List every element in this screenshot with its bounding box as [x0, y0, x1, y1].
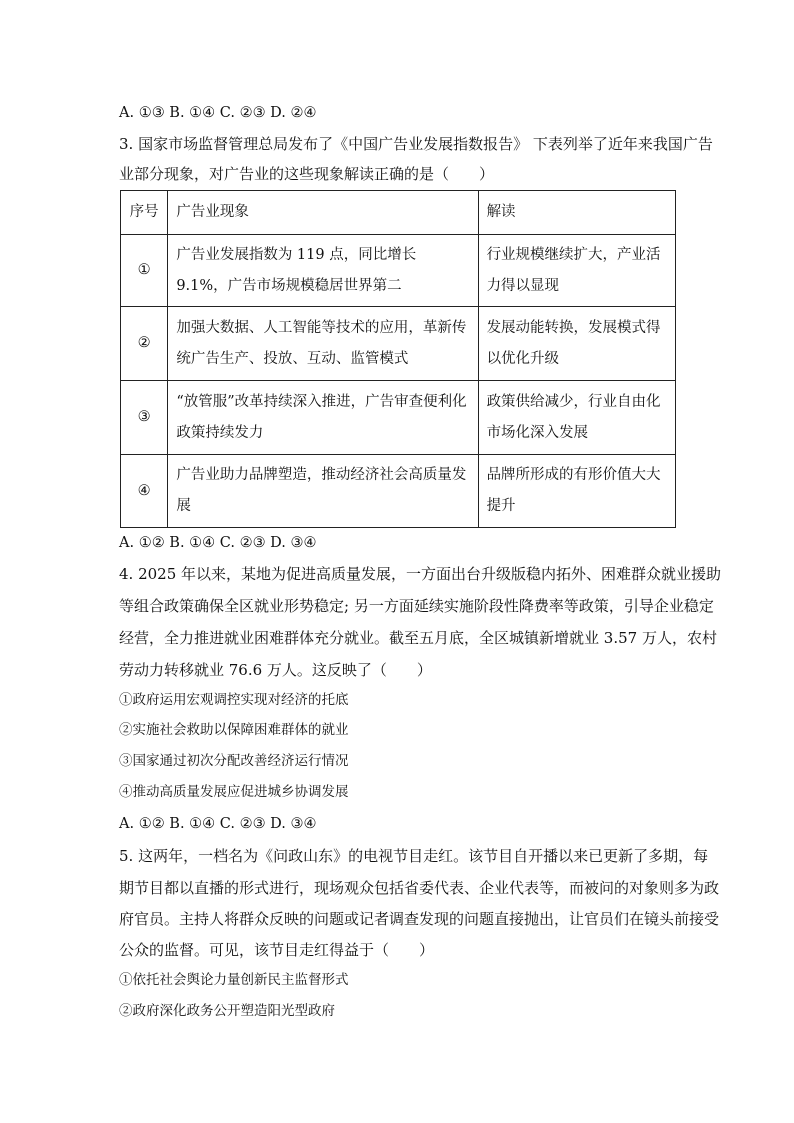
q4-stem-line-3: 经营，全力推进就业困难群体充分就业。截至五月底，全区城镇新增就业 3.57 万人，农村	[119, 629, 717, 647]
q3-answer-options: A. ①② B. ①④ C. ②③ D. ③④	[119, 535, 317, 551]
row-number: ②	[121, 307, 168, 381]
row-number: ④	[121, 455, 168, 528]
q5-stem-line-2: 期节目都以直播的形式进行，现场观众包括省委代表、企业代表等，而被问的对象则多为政	[119, 879, 720, 897]
row-number: ①	[121, 235, 168, 307]
table-row	[121, 307, 676, 381]
header-phenomenon: 广告业现象	[168, 191, 478, 235]
row-phenomenon: 广告业助力品牌塑造，推动经济社会高质量发展	[168, 455, 478, 528]
row-interpretation: 发展动能转换，发展模式得以优化升级	[478, 307, 675, 381]
row-interpretation: 政策供给减少，行业自由化市场化深入发展	[478, 381, 675, 455]
q5-option-2: ②政府深化政务公开塑造阳光型政府	[119, 1003, 335, 1019]
q5-stem-line-3: 府官员。主持人将群众反映的问题或记者调查发现的问题直接抛出，让官员们在镜头前接受	[119, 910, 720, 928]
q4-option-3: ③国家通过初次分配改善经济运行情况	[119, 753, 349, 769]
q4-answer-options: A. ①② B. ①④ C. ②③ D. ③④	[119, 816, 317, 832]
table-row	[121, 235, 676, 307]
q4-option-4: ④推动高质量发展应促进城乡协调发展	[119, 784, 349, 800]
q4-stem-line-2: 等组合政策确保全区就业形势稳定; 另一方面延续实施阶段性降费率等政策，引导企业稳定	[119, 597, 714, 615]
row-interpretation: 品牌所形成的有形价值大大提升	[478, 455, 675, 528]
table-header-row	[121, 191, 676, 235]
row-number: ③	[121, 381, 168, 455]
q4-stem-line-1: 4. 2025 年以来，某地为促进高质量发展，一方面出台升级版稳内拓外、困难群众就业援助	[119, 565, 722, 583]
row-phenomenon: 加强大数据、人工智能等技术的应用，革新传统广告生产、投放、互动、监管模式	[168, 307, 478, 381]
previous-answer-options: A. ①③ B. ①④ C. ②③ D. ②④	[119, 105, 317, 121]
table-row	[121, 381, 676, 455]
q4-stem-line-4: 劳动力转移就业 76.6 万人。这反映了（ ）	[119, 661, 432, 679]
q4-option-2: ②实施社会救助以保障困难群体的就业	[119, 722, 349, 738]
header-interpretation: 解读	[478, 191, 675, 235]
header-number: 序号	[121, 191, 168, 235]
q5-option-1: ①依托社会舆论力量创新民主监督形式	[119, 972, 349, 988]
row-phenomenon: 广告业发展指数为 119 点，同比增长 9.1%，广告市场规模稳居世界第二	[168, 235, 478, 307]
row-interpretation: 行业规模继续扩大，产业活力得以显现	[478, 235, 675, 307]
row-phenomenon: “放管服”改革持续深入推进，广告审查便利化政策持续发力	[168, 381, 478, 455]
q4-option-1: ①政府运用宏观调控实现对经济的托底	[119, 692, 349, 708]
table-row	[121, 455, 676, 528]
q5-stem-line-4: 公众的监督。可见，该节目走红得益于（ ）	[119, 941, 435, 959]
q3-stem-line-1: 3. 国家市场监督管理总局发布了《中国广告业发展指数报告》 下表列举了近年来我国广告	[119, 135, 713, 153]
q5-stem-line-1: 5. 这两年，一档名为《问政山东》的电视节目走红。该节目自开播以来已更新了多期，每	[119, 847, 709, 865]
advertising-table	[120, 190, 676, 528]
q3-stem-line-2: 业部分现象，对广告业的这些现象解读正确的是（ ）	[119, 165, 495, 183]
